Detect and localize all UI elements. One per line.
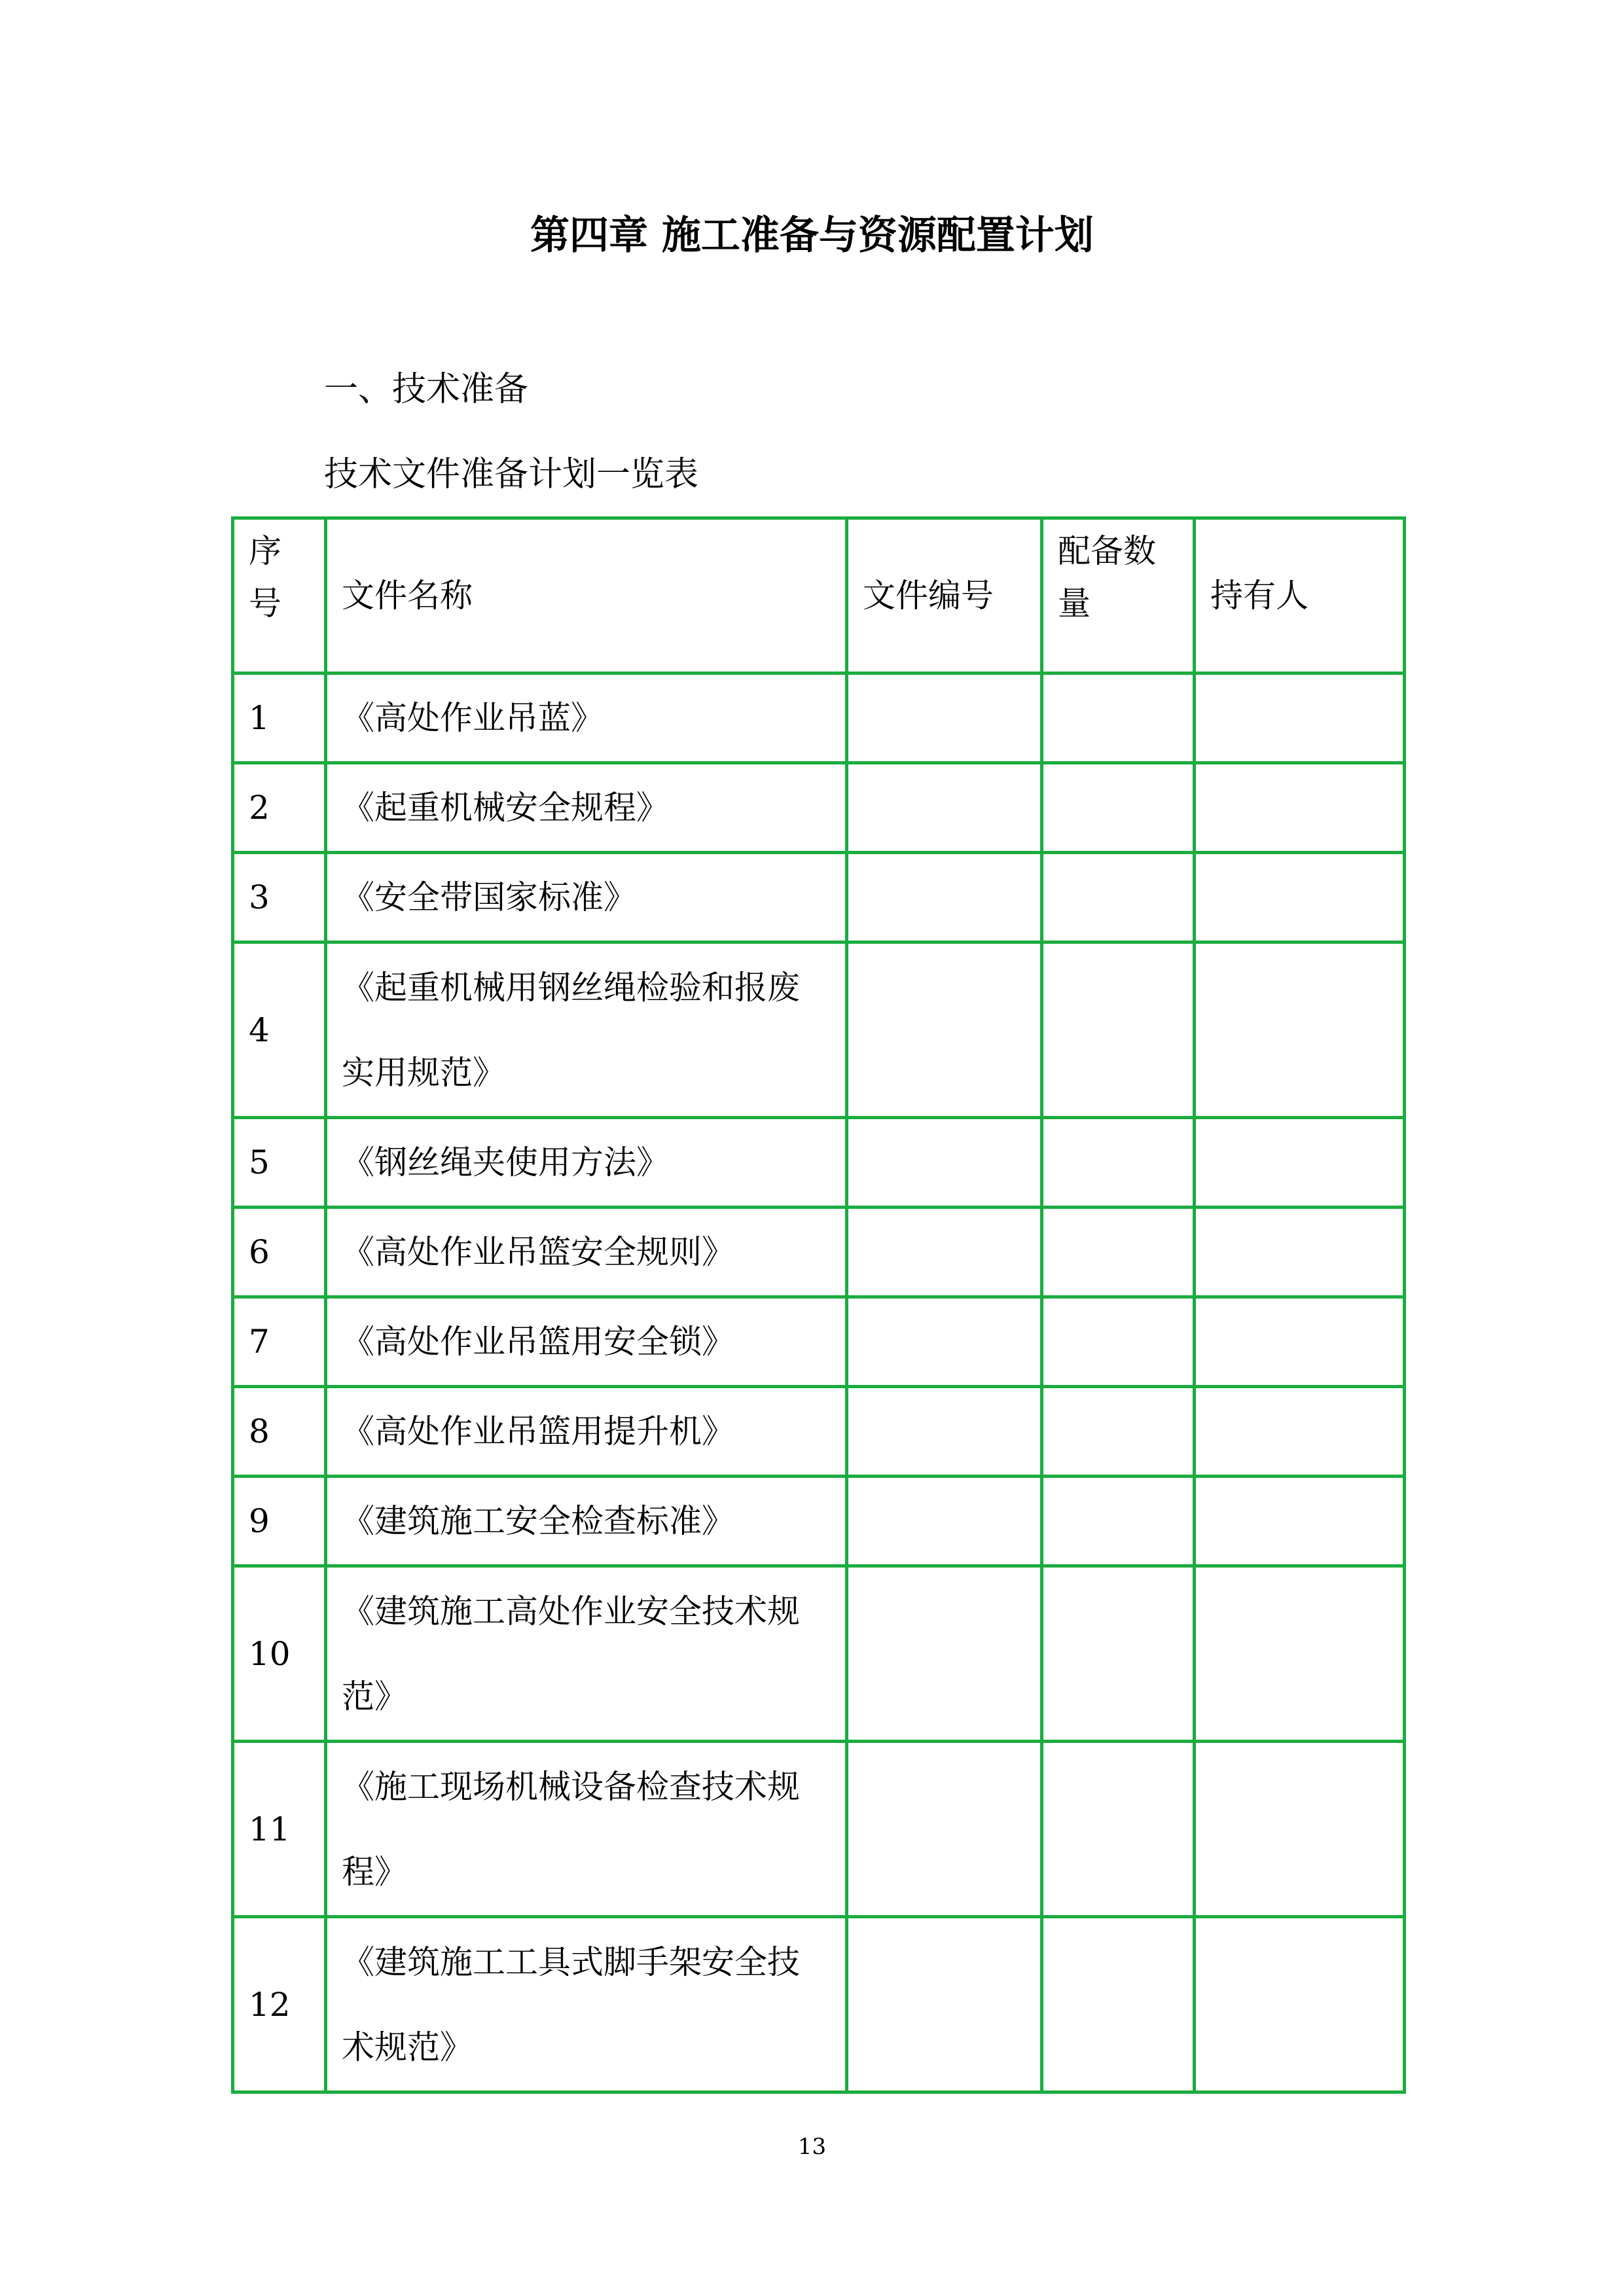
- cell-qty: [1042, 853, 1195, 942]
- cell-qty: [1042, 1742, 1195, 1917]
- header-holder: 持有人: [1195, 518, 1405, 673]
- cell-code: [847, 1477, 1042, 1566]
- cell-no: 2: [233, 763, 326, 853]
- page-number: 13: [797, 2134, 827, 2160]
- header-name: 文件名称: [326, 518, 847, 673]
- cell-no: 12: [233, 1917, 326, 2092]
- cell-name: 《高处作业吊篮用提升机》: [326, 1387, 847, 1477]
- table-row: [233, 763, 1405, 853]
- cell-qty: [1042, 1387, 1195, 1477]
- cell-holder: [1195, 942, 1405, 1118]
- cell-qty: [1042, 1566, 1195, 1742]
- cell-name: 《高处作业吊篮用安全锁》: [326, 1297, 847, 1387]
- table-caption: 技术文件准备计划一览表: [324, 455, 699, 494]
- cell-code: [847, 942, 1042, 1118]
- cell-qty: [1042, 673, 1195, 763]
- cell-holder: [1195, 1387, 1405, 1477]
- header-qty: 配备数量: [1042, 518, 1195, 673]
- table-header-row: [233, 518, 1405, 673]
- cell-holder: [1195, 1118, 1405, 1208]
- table-row: [233, 853, 1405, 942]
- cell-name: 《建筑施工工具式脚手架安全技术规范》: [326, 1917, 847, 2092]
- cell-qty: [1042, 1477, 1195, 1566]
- cell-no: 5: [233, 1118, 326, 1208]
- cell-name: 《起重机械安全规程》: [326, 763, 847, 853]
- cell-no: 3: [233, 853, 326, 942]
- cell-code: [847, 763, 1042, 853]
- section-heading: 一、技术准备: [324, 370, 529, 409]
- table-row: [233, 1742, 1405, 1917]
- cell-qty: [1042, 1118, 1195, 1208]
- cell-no: 4: [233, 942, 326, 1118]
- table-row: [233, 1297, 1405, 1387]
- chapter-title: 第四章 施工准备与资源配置计划: [530, 213, 1094, 259]
- cell-code: [847, 1387, 1042, 1477]
- cell-qty: [1042, 1297, 1195, 1387]
- header-no: 序号: [233, 518, 326, 673]
- table-row: [233, 1387, 1405, 1477]
- cell-name: 《起重机械用钢丝绳检验和报废实用规范》: [326, 942, 847, 1118]
- cell-name: 《安全带国家标准》: [326, 853, 847, 942]
- cell-code: [847, 1917, 1042, 2092]
- cell-holder: [1195, 1208, 1405, 1297]
- header-code: 文件编号: [847, 518, 1042, 673]
- cell-code: [847, 853, 1042, 942]
- cell-no: 1: [233, 673, 326, 763]
- cell-name: 《建筑施工高处作业安全技术规范》: [326, 1566, 847, 1742]
- table-row: [233, 1917, 1405, 2092]
- table-row: [233, 1208, 1405, 1297]
- table-row: [233, 942, 1405, 1118]
- cell-name: 《钢丝绳夹使用方法》: [326, 1118, 847, 1208]
- cell-code: [847, 1208, 1042, 1297]
- cell-holder: [1195, 1566, 1405, 1742]
- cell-no: 7: [233, 1297, 326, 1387]
- table-row: [233, 673, 1405, 763]
- cell-no: 9: [233, 1477, 326, 1566]
- cell-name: 《施工现场机械设备检查技术规程》: [326, 1742, 847, 1917]
- cell-holder: [1195, 763, 1405, 853]
- cell-qty: [1042, 1208, 1195, 1297]
- document-table: [231, 516, 1406, 2094]
- cell-no: 10: [233, 1566, 326, 1742]
- cell-holder: [1195, 1297, 1405, 1387]
- cell-qty: [1042, 763, 1195, 853]
- cell-name: 《建筑施工安全检查标准》: [326, 1477, 847, 1566]
- cell-code: [847, 673, 1042, 763]
- cell-no: 11: [233, 1742, 326, 1917]
- cell-code: [847, 1742, 1042, 1917]
- cell-holder: [1195, 1917, 1405, 2092]
- cell-name: 《高处作业吊蓝》: [326, 673, 847, 763]
- table-row: [233, 1566, 1405, 1742]
- cell-holder: [1195, 673, 1405, 763]
- table-row: [233, 1118, 1405, 1208]
- cell-holder: [1195, 1742, 1405, 1917]
- table-row: [233, 1477, 1405, 1566]
- cell-code: [847, 1118, 1042, 1208]
- cell-no: 8: [233, 1387, 326, 1477]
- cell-qty: [1042, 1917, 1195, 2092]
- cell-code: [847, 1566, 1042, 1742]
- cell-qty: [1042, 942, 1195, 1118]
- cell-holder: [1195, 1477, 1405, 1566]
- cell-code: [847, 1297, 1042, 1387]
- cell-holder: [1195, 853, 1405, 942]
- cell-name: 《高处作业吊篮安全规则》: [326, 1208, 847, 1297]
- cell-no: 6: [233, 1208, 326, 1297]
